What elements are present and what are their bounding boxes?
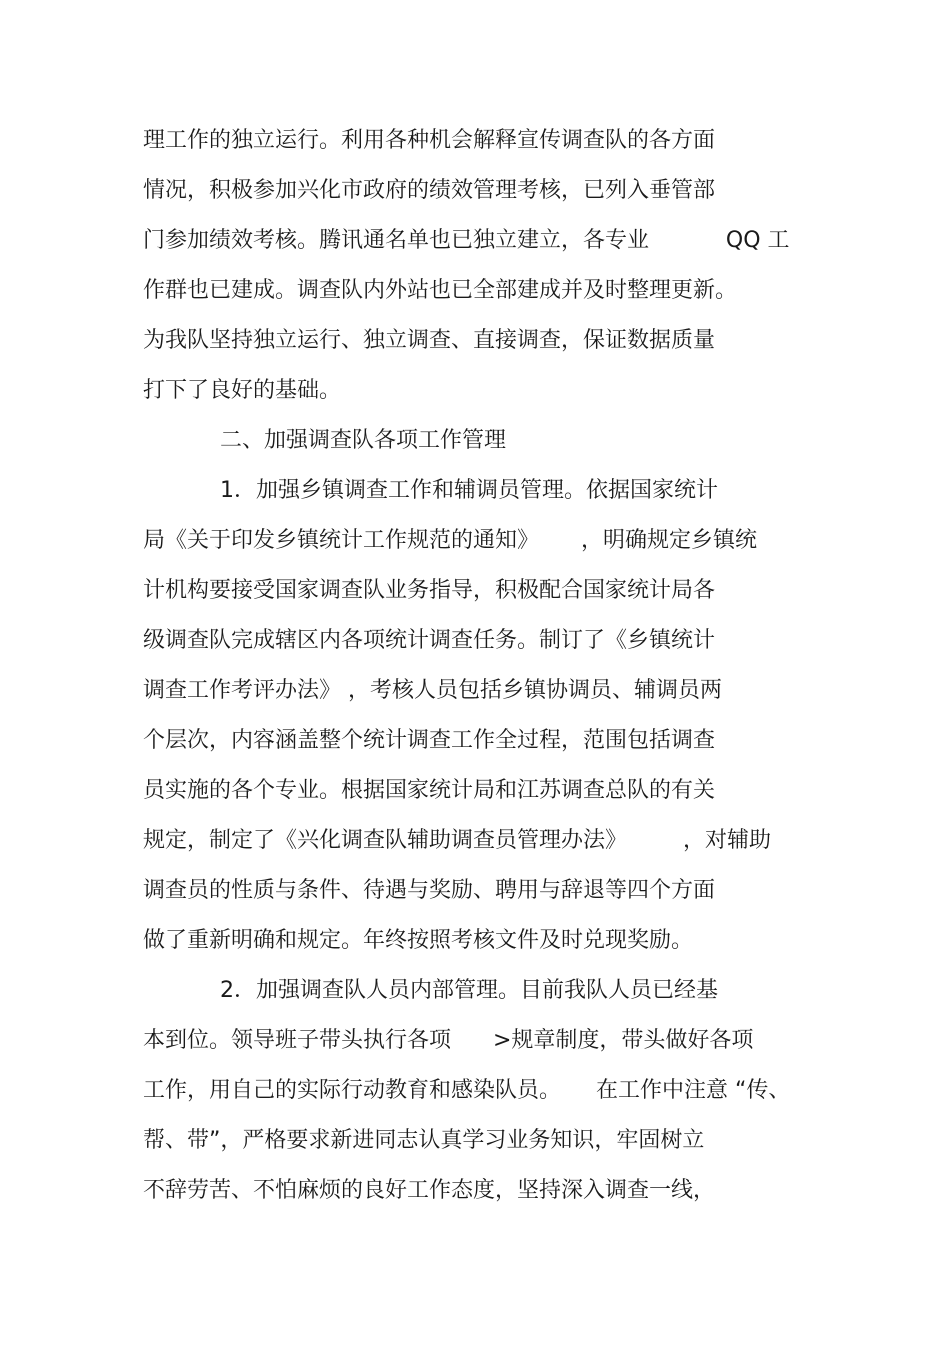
- text-line-8: 1．加强乡镇调查工作和辅调员管理。依据国家统计: [220, 478, 718, 503]
- text-line-3: 门参加绩效考核。腾讯通名单也已独立建立，各专业 QQ 工: [143, 228, 790, 253]
- text-line-6: 打下了良好的基础。: [143, 378, 342, 403]
- text-line-19: 本到位。领导班子带头执行各项 >规章制度，带头做好各项: [143, 1028, 754, 1053]
- text-line-13: 个层次，内容涵盖整个统计调查工作全过程，范围包括调查: [143, 728, 716, 753]
- text-line-21: 帮、带”，严格要求新进同志认真学习业务知识，牢固树立: [143, 1128, 705, 1153]
- text-line-15: 规定，制定了《兴化调查队辅助调查员管理办法》 ，对辅助: [143, 828, 771, 853]
- text-line-17: 做了重新明确和规定。年终按照考核文件及时兑现奖励。: [143, 928, 694, 953]
- text-line-1: 理工作的独立运行。利用各种机会解释宣传调查队的各方面: [143, 128, 716, 153]
- text-line-2: 情况，积极参加兴化市政府的绩效管理考核，已列入垂管部: [143, 178, 716, 203]
- text-line-18: 2．加强调查队人员内部管理。目前我队人员已经基: [220, 978, 718, 1003]
- text-line-4: 作群也已建成。调查队内外站也已全部建成并及时整理更新。: [143, 278, 738, 303]
- text-line-14: 员实施的各个专业。根据国家统计局和江苏调查总队的有关: [143, 778, 716, 803]
- text-line-5: 为我队坚持独立运行、独立调查、直接调查，保证数据质量: [143, 328, 716, 353]
- text-line-9: 局《关于印发乡镇统计工作规范的通知》 ，明确规定乡镇统: [143, 528, 757, 553]
- text-line-10: 计机构要接受国家调查队业务指导，积极配合国家统计局各: [143, 578, 716, 603]
- text-line-11: 级调查队完成辖区内各项统计调查任务。制订了《乡镇统计: [143, 628, 716, 653]
- text-line-20: 工作，用自己的实际行动教育和感染队员。 在工作中注意 “传、: [143, 1078, 791, 1103]
- text-line-12: 调查工作考评办法》 ，考核人员包括乡镇协调员、辅调员两: [143, 678, 722, 703]
- section-heading: 二、加强调查队各项工作管理: [220, 428, 507, 453]
- text-line-16: 调查员的性质与条件、待遇与奖励、聘用与辞退等四个方面: [143, 878, 716, 903]
- text-line-22: 不辞劳苦、不怕麻烦的良好工作态度，坚持深入调查一线，: [143, 1178, 716, 1203]
